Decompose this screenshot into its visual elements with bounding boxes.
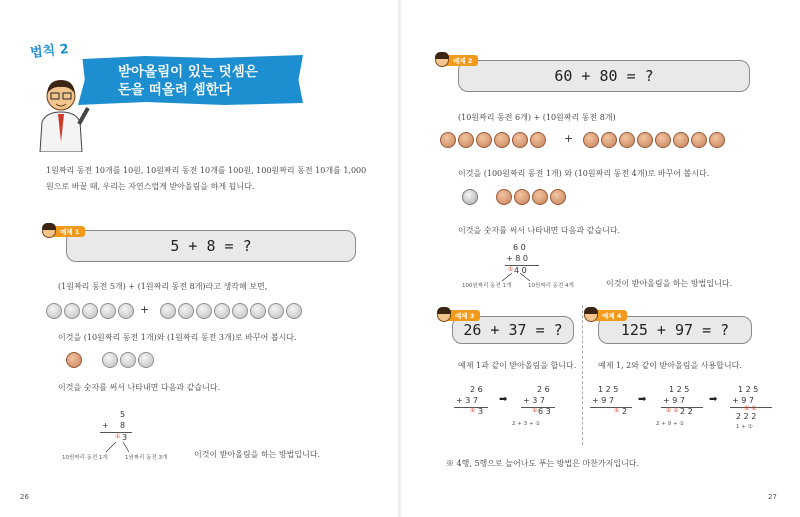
calc4a-result: 2 (622, 407, 628, 416)
calc4c-second: + 9 7 (732, 396, 754, 405)
ten-won-coin-icon (709, 132, 725, 148)
ten-won-coin-icon (440, 132, 456, 148)
coin-row-result-2 (462, 186, 568, 205)
student-head-icon (584, 308, 598, 322)
label-10won-4: 10원짜리 동전 4개 (528, 283, 574, 289)
coin-row-8-ones (160, 300, 304, 319)
one-won-coin-icon (250, 303, 266, 319)
calc4b-result: 2 2 (680, 407, 693, 416)
plus-sign: + (140, 303, 150, 316)
ten-won-coin-icon (619, 132, 635, 148)
calc4c-carry: ① ① (744, 405, 757, 412)
calc3b-carry: ① (532, 407, 538, 414)
intro-line1: 1원짜리 동전 10개를 10원, 10원짜리 동전 10개를 100원, 100원짜리 동전 10개를 1,000 (46, 166, 367, 175)
example3-equation: 26 + 37 = ? (463, 321, 563, 339)
one-won-coin-icon (138, 352, 154, 368)
calc3a-carry: ① (470, 407, 476, 414)
one-won-coin-icon (46, 303, 62, 319)
coin-row-6-tens (440, 129, 548, 148)
ten-won-coin-icon (673, 132, 689, 148)
calc1-pointer-arrows (96, 440, 136, 454)
ten-won-coin-icon (691, 132, 707, 148)
ten-won-coin-icon (494, 132, 510, 148)
example1-text1: (1원짜리 동전 5개) + (1원짜리 동전 8개)라고 생각해 보면, (58, 282, 268, 291)
calc4a-carry: ① (614, 407, 620, 414)
ten-won-coin-icon (601, 132, 617, 148)
one-won-coin-icon (118, 303, 134, 319)
one-won-coin-icon (286, 303, 302, 319)
example3-tag (437, 308, 480, 322)
ten-won-coin-icon (476, 132, 492, 148)
ten-won-coin-icon (550, 189, 566, 205)
calc4-note1: 2 + 9 + ① (656, 421, 685, 427)
calc2-second: + 8 0 (506, 254, 528, 263)
example4-equation: 125 + 97 = ? (620, 321, 730, 339)
label-10won-1: 10원짜리 동전 1개 (62, 455, 108, 461)
calc3b-top: 2 6 (537, 385, 550, 394)
ten-won-coin-icon (655, 132, 671, 148)
plus-sign-2: + (564, 132, 574, 145)
example4-text: 예제 1, 2와 같이 받아올림을 사용합니다. (598, 361, 742, 370)
one-won-coin-icon (100, 303, 116, 319)
example1-equation: 5 + 8 = ? (170, 237, 252, 255)
arrow-right-icon: ➡ (638, 394, 647, 405)
calc4-note2: 1 + ① (736, 424, 753, 430)
coin-row-result (66, 349, 156, 368)
calc4b-top: 1 2 5 (669, 385, 690, 394)
ten-won-coin-icon (530, 132, 546, 148)
column-divider (582, 305, 583, 445)
coin-row-8-tens (583, 129, 727, 148)
one-won-coin-icon (268, 303, 284, 319)
example1-tag-label: 예제 1 (52, 226, 85, 237)
calc3a-top: 2 6 (470, 385, 483, 394)
student-head-icon (42, 224, 56, 238)
calc3a-result: 3 (478, 407, 484, 416)
example3-tag-label: 예제 3 (447, 310, 480, 321)
one-won-coin-icon (102, 352, 118, 368)
ten-won-coin-icon (458, 132, 474, 148)
example2-text1: (10원짜리 동전 6개) + (10원짜리 동전 8개) (458, 113, 616, 122)
rule-label: 법칙 2 (29, 42, 70, 61)
example2-tag (435, 53, 478, 67)
one-won-coin-icon (214, 303, 230, 319)
calc3a-second: + 3 7 (456, 396, 478, 405)
one-won-coin-icon (232, 303, 248, 319)
one-won-coin-icon (82, 303, 98, 319)
example2-text2: 이것을 (100원짜리 동전 1개) 와 (10원짜리 동전 4개)로 바꾸어 봅시다. (458, 169, 710, 178)
example1-tag (42, 224, 85, 238)
one-won-coin-icon (120, 352, 136, 368)
one-won-coin-icon (196, 303, 212, 319)
teacher-illustration (32, 72, 90, 152)
calc1-result: 3 (122, 433, 128, 442)
student-head-icon (437, 308, 451, 322)
label-100won-1: 100원짜리 동전 1개 (462, 283, 512, 289)
hundred-won-coin-icon (462, 189, 478, 205)
example2-text3: 이것을 숫자를 써서 나타내면 다음과 같습니다. (458, 226, 621, 235)
example1-text2: 이것을 (10원짜리 동전 1개)와 (1원짜리 동전 3개)로 바꾸어 봅시다. (58, 333, 297, 342)
page-number-left: 26 (20, 493, 29, 501)
example2-equation-box (458, 60, 750, 92)
calc4c-top: 1 2 5 (738, 385, 759, 394)
calc2-carry: ① (508, 266, 514, 273)
calc4a-top: 1 2 5 (598, 385, 619, 394)
calc1-second: 8 (120, 421, 126, 430)
arrow-right-icon: ➡ (499, 394, 508, 405)
example1-text3: 이것을 숫자를 써서 나타내면 다음과 같습니다. (58, 383, 221, 392)
one-won-coin-icon (160, 303, 176, 319)
example3-text: 예제 1과 같이 받아올림을 합니다. (458, 361, 577, 370)
calc2-result: 4 0 (514, 266, 527, 275)
calc3-note: 2 + 3 + ① (512, 421, 541, 427)
arrow-right-icon: ➡ (709, 394, 718, 405)
ten-won-coin-icon (514, 189, 530, 205)
calc1-op: + (102, 421, 109, 430)
calc3b-result: 6 3 (538, 407, 551, 416)
ten-won-coin-icon (496, 189, 512, 205)
calc4c-result: 2 2 2 (736, 412, 757, 421)
spread-gutter (398, 0, 402, 517)
example4-tag-label: 예제 4 (594, 310, 627, 321)
banner-title-line2: 돈을 떠올려 셈한다 (118, 82, 232, 98)
calc1-top: 5 (120, 410, 126, 419)
calc4b-carry: ① ① (666, 407, 679, 414)
example4-tag (584, 308, 627, 322)
one-won-coin-icon (178, 303, 194, 319)
page-number-right: 27 (768, 493, 777, 501)
example1-equation-box (66, 230, 356, 262)
intro-line2: 원으로 바꿀 때, 우리는 자연스럽게 받아올림을 하게 됩니다. (46, 182, 255, 191)
ten-won-coin-icon (532, 189, 548, 205)
ten-won-coin-icon (637, 132, 653, 148)
example2-equation: 60 + 80 = ? (554, 67, 654, 85)
footnote: ※ 4행, 5행으로 늘어나도 푸는 방법은 마찬가지입니다. (446, 459, 640, 468)
student-head-icon (435, 53, 449, 67)
example2-tag-label: 예제 2 (445, 55, 478, 66)
calc2-top: 6 0 (513, 243, 526, 252)
method-text-right: 이것이 받아올림을 하는 방법입니다. (606, 279, 733, 288)
ten-won-coin-icon (66, 352, 82, 368)
ten-won-coin-icon (512, 132, 528, 148)
method-text-left: 이것이 받아올림을 하는 방법입니다. (194, 450, 321, 459)
one-won-coin-icon (64, 303, 80, 319)
ten-won-coin-icon (583, 132, 599, 148)
calc3b-second: + 3 7 (523, 396, 545, 405)
calc4a-second: + 9 7 (592, 396, 614, 405)
coin-row-5-ones (46, 300, 136, 319)
calc1-carry: ① (115, 433, 121, 440)
banner-title-line1: 받아올림이 있는 덧셈은 (118, 64, 258, 80)
calc4b-second: + 9 7 (663, 396, 685, 405)
label-1won-3: 1원짜리 동전 3개 (125, 455, 168, 461)
